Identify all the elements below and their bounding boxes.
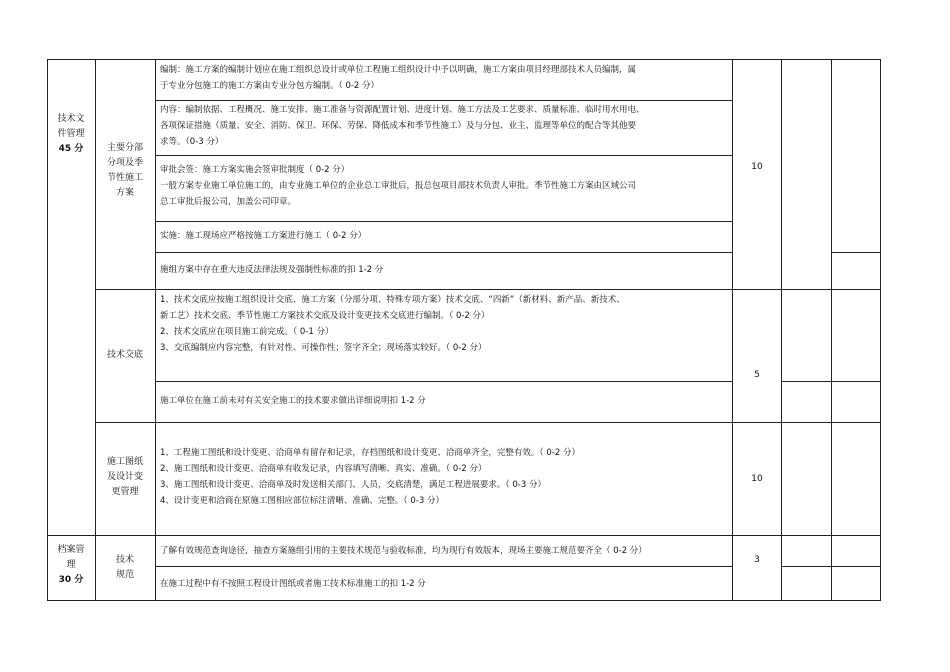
category-score: 30 分: [58, 575, 84, 585]
row-divider: [95, 289, 881, 290]
subcategory-name: 技术: [115, 555, 134, 565]
subcategory-name: 施工图纸: [106, 457, 143, 467]
criteria-line: 求等。（0-3 分）: [160, 137, 224, 147]
category-score: 45 分: [58, 144, 84, 154]
col-divider: [880, 59, 881, 601]
criteria-text: [160, 445, 580, 509]
category-name: 档案管: [57, 545, 85, 555]
category-name: 理: [66, 560, 76, 570]
subcategory-cell: [96, 141, 154, 201]
criteria-line: 新工艺）技术交底、季节性施工方案技术交底及设计变更技术交底进行编制。（ 0-2 分）: [160, 311, 490, 321]
score-cell: 10: [751, 474, 763, 484]
criteria-line: 2、施工图纸和设计变更、洽商单有收发记录，内容填写清晰、真实、准确。（ 0-2 分）: [160, 464, 487, 474]
col-divider: [732, 59, 733, 601]
criteria-line: 审批会签：施工方案实施会签审批制度（ 0-2 分）: [160, 165, 350, 175]
subcategory-cell: [96, 455, 154, 500]
subcategory-cell: [96, 348, 154, 363]
subcategory-name: 更管理: [111, 487, 139, 497]
col-divider: [831, 59, 832, 601]
table-border-bottom: [47, 600, 881, 601]
col-divider: [155, 59, 156, 601]
criteria-line: 1、技术交底应按施工组织设计交底、施工方案（分部分项、特殊专项方案）技术交底、“四新”（新材料、新产品、新技术、: [160, 295, 625, 305]
criteria-text: [160, 292, 625, 356]
subcategory-name: 技术交底: [106, 350, 143, 360]
row-divider: [47, 535, 881, 536]
criteria-line: 4、设计变更和洽商在原施工图相应部位标注清晰、准确、完整。（ 0-3 分）: [160, 496, 444, 506]
criteria-line: 了解有效规范查询途径，抽查方案施组引用的主要技术规范与验收标准，均为现行有效版本，现场主要施工规范要齐全（ 0-2 分）: [160, 546, 647, 556]
score-cell: 10: [751, 162, 763, 172]
category-name: 件管理: [57, 129, 85, 139]
row-divider: [155, 381, 732, 382]
criteria-line: 3、交底编制应内容完整，有针对性、可操作性；签字齐全；现场落实较好。（ 0-2 分）: [160, 343, 487, 353]
criteria-line: 1、工程施工图纸和设计变更、洽商单有留存和记录，存档图纸和设计变更、洽商单齐全，完整有效。（ 0-2 分）: [160, 448, 580, 458]
subcategory-name: 及设计变: [106, 472, 143, 482]
criteria-line: 在施工过程中有不按照工程设计图纸或者施工技术标准施工的扣 1-2 分: [160, 579, 426, 589]
criteria-line: 2、技术交底应在项目施工前完成。（ 0-1 分）: [160, 327, 334, 337]
criteria-line: 施组方案中存在重大违反法律法规及强制性标准的扣 1-2 分: [160, 265, 384, 275]
criteria-text: [160, 393, 426, 409]
criteria-line: 各项保证措施（质量、安全、消防、保卫、环保、劳保、降低成本和季节性施工）及与分包、业主、监理等单位的配合等其他要: [160, 121, 637, 131]
row-divider: [155, 221, 732, 222]
criteria-text: [160, 162, 636, 210]
subcategory-name: 节性施工: [106, 173, 143, 183]
score-cell: 3: [754, 555, 760, 565]
subcategory-cell: [96, 553, 154, 583]
criteria-text: [160, 262, 383, 278]
row-divider: [831, 252, 881, 253]
criteria-text: [160, 228, 366, 244]
criteria-line: 一般方案专业施工单位施工的，由专业施工单位的企业总工审批后，报总包项目部技术负责人审批。季节性施工方案由区域公司: [160, 181, 637, 191]
subcategory-name: 方案: [115, 188, 134, 198]
row-divider: [155, 100, 732, 101]
subcategory-name: 分项及季: [106, 158, 143, 168]
criteria-line: 总工审批后报公司，加盖公司印章。: [160, 197, 297, 207]
row-divider: [155, 155, 732, 156]
criteria-text: [160, 62, 636, 94]
table-border-top: [47, 59, 881, 60]
subcategory-name: 主要分部: [106, 143, 143, 153]
col-divider: [781, 59, 782, 601]
score-cell: 5: [754, 370, 760, 380]
criteria-text: [160, 543, 647, 559]
row-divider: [155, 566, 732, 567]
criteria-text: [160, 102, 645, 150]
category-cell: [48, 112, 94, 157]
category-cell: [48, 543, 94, 588]
row-divider: [95, 422, 881, 423]
criteria-line: 施工单位在施工前未对有关安全施工的技术要求做出详细说明扣 1-2 分: [160, 396, 426, 406]
criteria-text: [160, 576, 426, 592]
criteria-line: 3、施工图纸和设计变更、洽商单及时发送相关部门、人员，交底清楚，满足工程进展要求。（ 0-3 分）: [160, 480, 546, 490]
row-divider: [155, 252, 732, 253]
subcategory-name: 规范: [115, 570, 134, 580]
criteria-line: 实施：施工现场应严格按施工方案进行施工（ 0-2 分）: [160, 231, 367, 241]
criteria-line: 内容：编制依据、工程概况、施工安排、施工准备与资源配置计划、进度计划、施工方法及工艺要求、质量标准、临时用水用电、: [160, 105, 645, 115]
category-name: 技术文: [57, 114, 85, 124]
criteria-line: 编制：施工方案的编制计划应在施工组织总设计或单位工程施工组织设计中予以明确，施工方案由项目经理部技术人员编制，属: [160, 65, 637, 75]
criteria-line: 于专业分包施工的施工方案由专业分包方编制。（ 0-2 分）: [160, 81, 380, 91]
